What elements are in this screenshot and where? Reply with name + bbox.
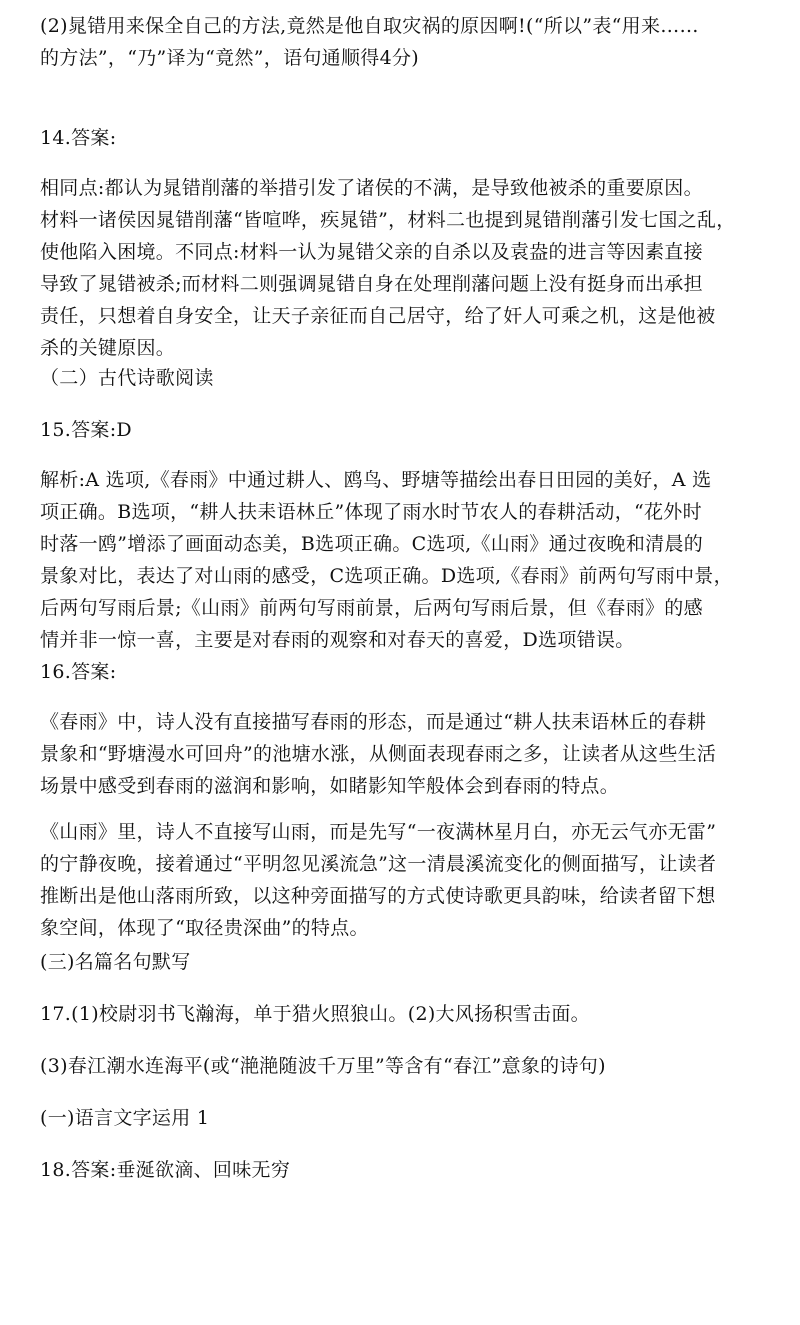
analysis-15-paragraph (40, 464, 733, 656)
translation-paragraph (40, 10, 699, 74)
text-line: 推断出是他山落雨所致，以这种旁面描写的方式使诗歌更具韵味，给读者留下想 (40, 885, 716, 907)
text-line: 15.答案:D (40, 419, 132, 441)
text-line: 17.(1)校尉羽书飞瀚海，单于猎火照狼山。(2)大风扬积雪击面。 (40, 1003, 590, 1025)
text-line: 项正确。B选项，“耕人扶耒语林丘”体现了雨水时节农人的春耕活动，“花外时 (40, 501, 702, 523)
answer-16-paragraph-spring-rain (40, 706, 716, 802)
text-line: 情并非一惊一喜，主要是对春雨的观察和对春天的喜爱，D选项错误。 (40, 629, 635, 651)
text-line: 责任，只想着自身安全，让天子亲征而自己居守，给了奸人可乘之机，这是他被 (40, 305, 716, 327)
text-line: 《山雨》里，诗人不直接写山雨，而是先写“一夜满林星月白，亦无云气亦无雷” (40, 821, 717, 843)
text-line: 的方法”，“乃”译为“竟然”，语句通顺得4分) (40, 47, 419, 69)
text-line: 相同点:都认为晁错削藩的举措引发了诸侯的不满，是导致他被杀的重要原因。 (40, 177, 703, 199)
text-line: 《春雨》中，诗人没有直接描写春雨的形态，而是通过“耕人扶耒语林丘的春耕 (40, 711, 707, 733)
text-line: 解析:A 选项,《春雨》中通过耕人、鸥鸟、野塘等描绘出春日田园的美好，A 选 (40, 469, 712, 491)
answer-17-part-3 (40, 1050, 606, 1082)
text-line: 18.答案:垂涎欲滴、回味无穷 (40, 1159, 291, 1181)
answer-14-paragraph (40, 172, 736, 364)
answer-17-part-1-2 (40, 998, 590, 1030)
text-line: 景象和“野塘漫水可回舟”的池塘水涨，从侧面表现春雨之多，让读者从这些生活 (40, 743, 717, 765)
text-line: 杀的关键原因。 (40, 337, 176, 359)
section-heading-language-use (40, 1102, 209, 1134)
text-line: (2)晁错用来保全自己的方法,竟然是他自取灾祸的原因啊!(“所以”表“用来…… (40, 15, 699, 37)
text-line: 16.答案: (40, 661, 117, 683)
text-line: 导致了晁错被杀;而材料二则强调晁错自身在处理削藩问题上没有挺身而出承担 (40, 273, 703, 295)
text-line: 的宁静夜晚，接着通过“平明忽见溪流急”这一清晨溪流变化的侧面描写，让读者 (40, 853, 717, 875)
section-heading-dictation (40, 946, 191, 978)
text-line: 场景中感受到春雨的滋润和影响，如睹影知竿般体会到春雨的特点。 (40, 775, 620, 797)
section-heading-poetry (40, 362, 214, 394)
question-16-heading (40, 656, 116, 688)
question-15-heading (40, 414, 132, 446)
text-line: 时落一鸥”增添了画面动态美，B选项正确。C选项,《山雨》通过夜晚和清晨的 (40, 533, 704, 555)
text-line: 景象对比，表达了对山雨的感受，C选项正确。D选项,《春雨》前两句写雨中景， (40, 565, 733, 587)
text-line: 象空间，体现了“取径贵深曲”的特点。 (40, 917, 369, 939)
text-line: 使他陷入困境。不同点:材料一认为晁错父亲的自杀以及袁盎的进言等因素直接 (40, 241, 703, 263)
text-line: (三)名篇名句默写 (40, 951, 191, 973)
text-line: 材料一诸侯因晁错削藩“皆喧哗，疾晁错”，材料二也提到晁错削藩引发七国之乱， (40, 209, 736, 231)
answer-18 (40, 1154, 290, 1186)
text-line: 14.答案: (40, 127, 117, 149)
text-line: (一)语言文字运用 1 (40, 1107, 210, 1129)
text-line: （二）古代诗歌阅读 (40, 367, 214, 389)
question-14-heading (40, 122, 116, 154)
text-line: (3)春江潮水连海平(或“滟滟随波千万里”等含有“春江”意象的诗句) (40, 1055, 606, 1077)
text-line: 后两句写雨后景;《山雨》前两句写雨前景，后两句写雨后景，但《春雨》的感 (40, 597, 703, 619)
answer-16-paragraph-mountain-rain (40, 816, 716, 944)
